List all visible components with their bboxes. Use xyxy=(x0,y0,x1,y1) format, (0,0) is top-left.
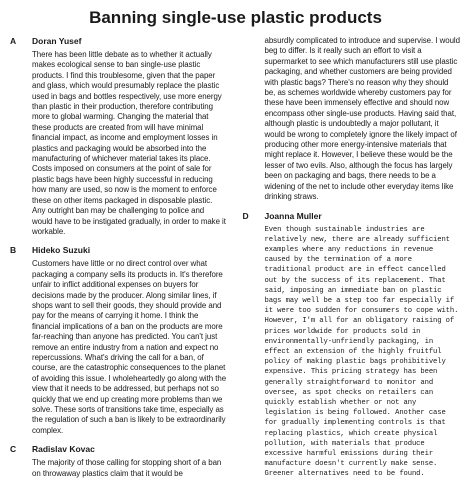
section-c xyxy=(10,444,227,479)
section-d-text: Even though sustainable industries are relatively new, there are already sufficient examples where any reductions in revenue caused by the termination of a more traditional product are in effect cancelled out by the success of its replacement. That said, imposing an immediate ban on plastic bags may well be a step too far especially if it were too sudden for consumers to cope with. However, I'm all for an obligatory raising of prices worldwide for products sold in environmentally-unfriendly packaging, in effect an extension of the highly fruitful policy of making plastic bags prohibitively expensive. This pricing strategy has been generally straightforward to monitor and oversee, as spot checks on retailers can quickly establish whether or not any legislation is being followed. Another case for gradually implementing controls is that replacing plastics, which create physical pollution, with materials that produce excessive harmful emissions during their manufacture doesn't currently make sense. Greener alternatives need to be found. xyxy=(264,225,459,479)
section-b-letter: B xyxy=(10,245,17,256)
section-a-header xyxy=(10,36,227,47)
section-b-header xyxy=(10,245,227,256)
section-c-continuation: absurdly complicated to introduce and supervise. I would beg to differ. Is it really such an effort to visit a supermarket to see which manufacturers still use plastic packaging, and whether customers are being provided with plastic bags? There's no reason why they should be, as schemes worldwide whereby customers pay for these have been immensely effective and should now encompass other single-use products. Having said that, although plastic is undoubtedly a major pollutant, it would be wrong to completely ignore the likely impact of producing other more energy-intensive materials that might replace it. However, I believe these would be the lesser of two evils. Also, although the focus has largely been on packaging and bags, there needs to be a widening of the net to include other everyday items like drinking straws. xyxy=(264,36,460,202)
section-c-header xyxy=(10,444,227,455)
section-d-letter: D xyxy=(242,210,249,221)
section-c-continued xyxy=(243,36,462,203)
section-a-author: Doran Yusef xyxy=(32,36,82,46)
section-a-letter: A xyxy=(10,36,17,46)
section-d-author: Joanna Muller xyxy=(264,210,322,221)
section-d-header xyxy=(243,211,462,222)
section-a-text: There has been little debate as to whether it actually makes ecological sense to ban single-use plastic products. I find this troublesome, given that the paper and glass, which would presumably replace the plastic used in bags and bottles respectively, use more energy than plastic in their production, therefore contributing more to global warming. Changing the material that these products are created from will have minimal financial impact, as income and employment losses in plastics and packaging would be absorbed into the manufacturing of whichever material takes its place. Costs imposed on consumers at the point of sale for plastic bags have been highly successful in reducing how many are used, so now is the moment to enforce these on other items packaged in disposable plastic. Any outright ban may be challenging to police and would have to be instigated gradually, in order to make it workable. xyxy=(32,50,226,236)
section-b xyxy=(10,245,227,436)
section-c-text: The majority of those calling for stopping short of a ban on throwaway plastics claim that it would be xyxy=(32,458,222,478)
section-a xyxy=(10,36,227,237)
section-b-text: Customers have little or no direct control over what packaging a company sells its products in. It's therefore unfair to inflict additional expenses on buyers for decisions made by the producer. Along similar lines, if shops want to sell their goods, they should provide and pay for the means of carrying it home. I think the financial implications of a ban on the products are more far-reaching than anyone has predicted. You can't just remove an entire industry from a nation and expect no repercussions. What's driving the call for a ban, of course, are the catastrophic consequences to the planet of avoiding this issue. I wholeheartedly go along with the view that it needs to be addressed, but perhaps not so quickly that we end up creating more problems than we solve. These sorts of transitions take time, especially as the regulation of such a ban is likely to be extraordinarily complex. xyxy=(32,259,227,435)
text-columns xyxy=(10,36,461,488)
right-column xyxy=(243,36,462,488)
section-b-author: Hideko Suzuki xyxy=(32,245,91,256)
left-column xyxy=(10,36,227,488)
section-c-letter: C xyxy=(10,444,17,455)
section-c-author: Radislav Kovac xyxy=(32,444,95,455)
document-title: Banning single-use plastic products xyxy=(89,8,382,27)
section-d xyxy=(243,211,462,480)
